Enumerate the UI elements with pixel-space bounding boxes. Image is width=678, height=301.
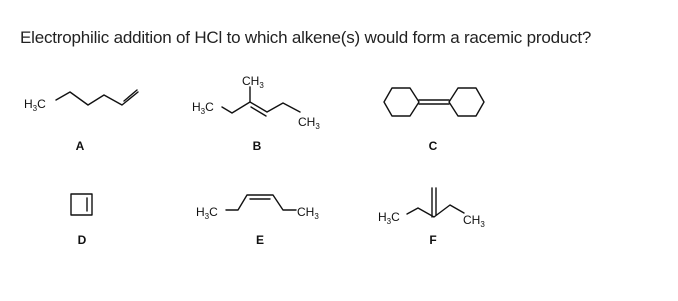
molecule-c [384, 88, 484, 153]
ring-left-c [384, 88, 419, 116]
question-text: Electrophilic addition of HCl to which alkene(s) would form a racemic product? [20, 28, 592, 47]
option-label-d: D [77, 233, 87, 247]
h3c-label-a: $H_3C$ [24, 97, 46, 113]
option-label-a: A [75, 139, 85, 153]
molecule-f [378, 188, 485, 247]
ch3-right-f: $CH_3$ [463, 213, 485, 229]
molecule-e [196, 195, 319, 247]
option-label-e: E [255, 233, 265, 247]
chain-bonds-b [222, 102, 300, 113]
chain-bonds-e [226, 195, 296, 210]
chain-bonds-a [56, 92, 138, 105]
ch3-top-b: $CH_3$ [242, 74, 264, 90]
ring-d [71, 194, 92, 215]
double-bond-b [251, 107, 266, 116]
double-bond-a [124, 90, 137, 101]
h3c-label-f: $H_3C$ [378, 210, 400, 226]
option-label-c: C [428, 139, 438, 153]
option-label-f: F [429, 233, 437, 247]
ch3-right-b: $CH_3$ [298, 115, 320, 131]
option-label-b: B [252, 139, 262, 153]
h3c-label-b: $H_3C$ [192, 100, 214, 116]
ring-right-c [449, 88, 484, 116]
molecule-b [192, 74, 320, 153]
ch3-right-e: $CH_3$ [297, 205, 319, 221]
molecule-a [24, 90, 138, 153]
h3c-label-e: $H_3C$ [196, 205, 218, 221]
molecule-d [71, 194, 92, 247]
